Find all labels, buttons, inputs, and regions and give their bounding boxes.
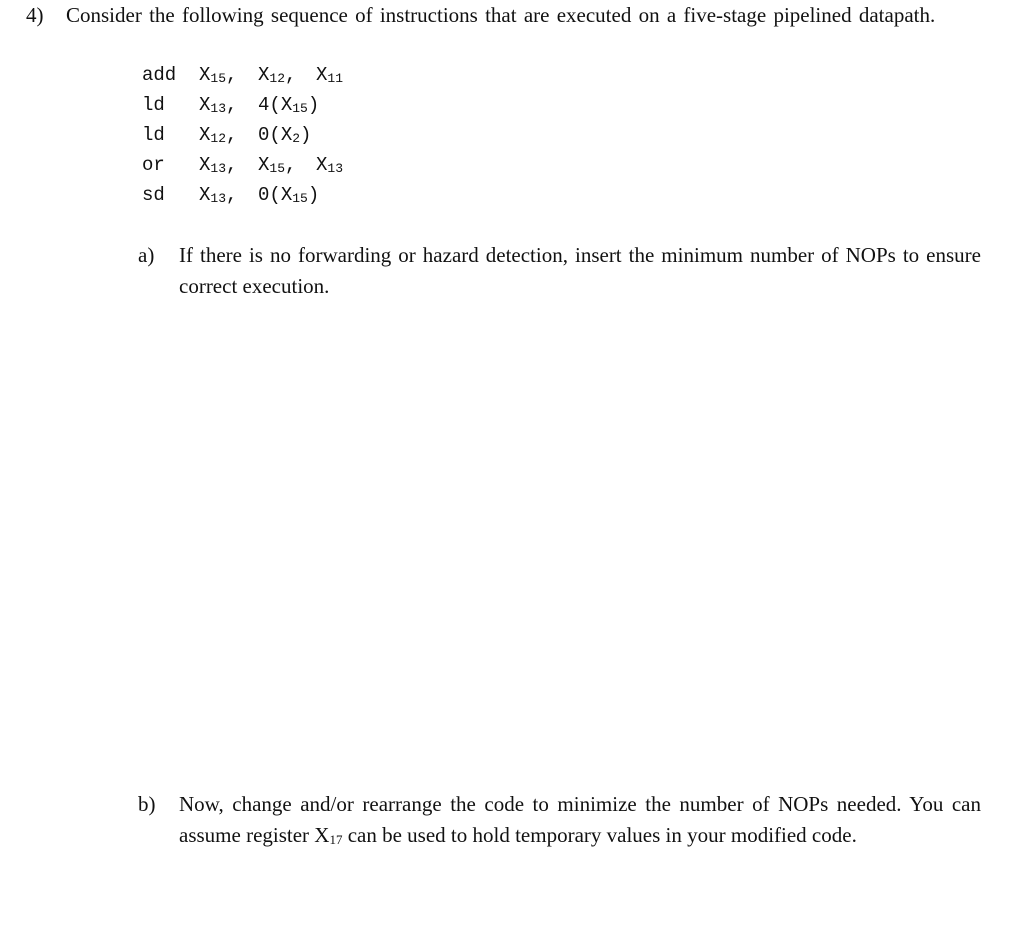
operand [199,90,237,124]
register: X [280,184,293,206]
register: X [280,94,293,116]
operand [199,60,237,94]
separator: , [285,154,297,176]
register-subscript: 12 [210,131,227,146]
register-subscript: 15 [269,161,286,176]
temp-register [314,823,342,847]
register-subscript: 15 [292,191,308,206]
memory-operand: $0(X_{15})$ [258,184,320,206]
offset: 4 [258,94,270,116]
register: X [199,64,211,86]
part-b-text-after: can be used to hold temporary values in your modified code. [342,823,857,847]
memory-operand: $0(X_2)$ [258,124,312,146]
register-subscript: 13 [210,101,227,116]
operand [199,180,237,214]
question-stem [26,0,981,30]
offset: 0 [258,184,270,206]
part-a-label: a) [138,243,155,267]
question-4 [26,0,981,30]
operand [199,150,237,184]
operand [316,60,343,94]
register-subscript: 13 [210,161,227,176]
operand [316,150,343,184]
separator: , [226,64,238,86]
part-b [138,789,981,855]
separator: , [226,184,238,206]
part-b-text-before: Now, change and/or rearrange the code to minimize the number of NOPs needed. You can assume register [179,792,981,847]
opcode: sd [142,184,165,206]
part-a-text: If there is no forwarding or hazard detection, insert the minimum number of NOPs to ensure correct execution. [179,243,981,298]
register: X [316,154,328,176]
register-subscript: 13 [210,191,227,206]
operand [258,60,296,94]
register: X [199,184,211,206]
register: X [199,124,211,146]
register: X [199,154,211,176]
register-subscript: 12 [269,71,286,86]
question-number: 4) [26,3,44,27]
operand [199,120,237,154]
separator: , [226,154,238,176]
register-subscript: 15 [210,71,227,86]
opcode: ld [142,94,165,116]
register: X [280,124,293,146]
register: X [199,94,211,116]
register-subscript: 17 [329,832,343,847]
register-subscript: 2 [292,131,301,146]
separator: , [226,94,238,116]
part-b-label: b) [138,792,156,816]
opcode: ld [142,124,165,146]
register: X [316,64,328,86]
separator: , [285,64,297,86]
register-subscript: 15 [292,101,308,116]
memory-operand: $4(X_{15})$ [258,94,320,116]
opcode: or [142,154,165,176]
register-subscript: 11 [327,71,344,86]
opcode: add [142,64,177,86]
register: X [258,64,270,86]
operand [258,150,296,184]
part-a [138,240,981,302]
separator: , [226,124,238,146]
offset: 0 [258,124,270,146]
register-subscript: 13 [327,161,344,176]
register: X [258,154,270,176]
register: X [314,823,330,847]
question-text: Consider the following sequence of instructions that are executed on a five-stage pipelined datapath. [66,3,936,27]
part-b-text [179,789,981,855]
